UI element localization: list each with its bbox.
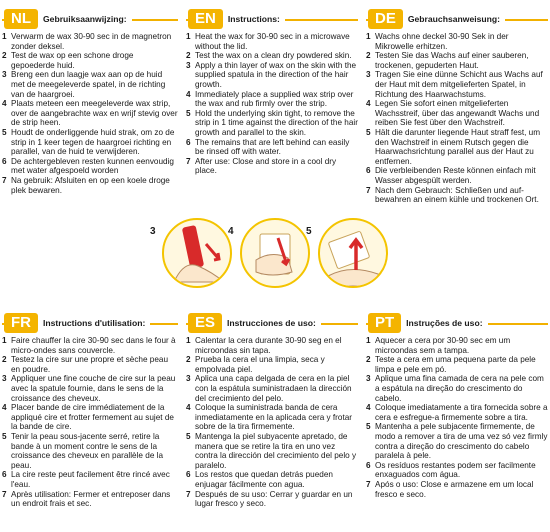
list-item: 4 Coloque la suministrada banda de cera inmediatamente en la aplicada cera y frotar sobre de la tira firmemente. [186,403,353,432]
list-item: 6 Die verbleibenden Reste können einfach mit Wasser abgespült werden. [366,166,536,185]
list-item: 3 Aplica una capa delgada de cera en la piel con la espátula suministradaen la dirección del crecimiento del pelo. [186,374,352,403]
steps-list [2,336,178,509]
figure-step-4 [228,218,310,288]
steps-list [366,336,548,499]
list-item: 5 Tenir la peau sous-jacente serré, retire la bande à un moment contre le sens de la croissance des cheveux en parallèle de la peau. [2,431,164,470]
language-badge: FR [4,313,38,333]
list-item: 4 Coloque imediatamente a tira fornecida sobre a cera e esfregue-a firmemente sobre a tira. [366,403,548,422]
section-nl [2,8,178,195]
spatula-icon [164,220,232,288]
apply-wax-illustration [162,218,232,288]
list-item: 5 Hold the underlying skin tight, to remove the strip in 1 time against the direction of the hair growth and parallel to the skin. [186,108,358,137]
section-title: Instructions: [223,14,285,24]
section-es [186,312,358,509]
list-item: 4 Plaats meteen een meegeleverde wax strip, over de aangebrachte wax en wrijf stevig over de strip heen. [2,99,178,128]
section-title: Instrucciones de uso: [222,318,321,328]
list-item: 2 Prueba la cera el una limpia, seca y empolvada piel. [186,355,325,374]
list-item: 6 De achtergebleven resten kunnen eenvoudig met water afgespoeld worden [2,156,174,176]
section-header [186,312,358,334]
section-header [366,312,548,334]
section-de [366,8,548,205]
list-item: 1 Verwarm de wax 30-90 sec in de magnetron zonder deksel. [2,32,172,51]
section-title: Instructions d'utilisation: [38,318,150,328]
list-item: 1 Faire chauffer la cire 30-90 sec dans le four à micro-ondes sans couvercle. [2,336,176,355]
language-badge: EN [188,9,223,29]
list-item: 7 Después de su uso: Cerrar y guardar en un lugar fresco y seco. [186,489,353,509]
language-badge: NL [4,9,38,29]
list-item: 3 Apply a thin layer of wax on the skin with the supplied spatula in the direction of the hair growth. [186,60,357,89]
section-header [2,312,178,334]
list-item: 7 Après utilisation: Fermer et entreposer dans un endroit frais et sec. [2,489,171,509]
figure-number: 4 [228,226,234,237]
figure-number: 3 [150,226,156,237]
section-fr [2,312,178,509]
list-item: 3 Breng een dun laagje wax aan op de huid met de meegeleverde spatel, in de richting van de haargroei. [2,70,166,99]
list-item: 3 Aplique uma fina camada de cera na pele com a espátula na direção do crescimento do cabelo. [366,374,544,403]
section-pt [366,312,548,499]
list-item: 5 Mantenga la piel subyacente apretado, de manera que se retire la tira en uno vez contra la dirección del crecimiento del pelo y paralelo. [186,431,357,470]
section-header [2,8,178,30]
list-item: 7 Nach dem Gebrauch: Schließen und auf-bewahren an einem kühle und trockenen Ort. [366,185,539,205]
list-item: 5 Houdt de onderliggende huid strak, om zo de strip in 1 keer tegen de haargroei richting en parallel, van de huid te verwijderen. [2,127,175,157]
remove-strip-illustration [318,218,388,288]
steps-list [366,32,548,205]
list-item: 6 Os resíduos restantes podem ser facilmente enxaguados com água. [366,460,536,480]
section-header [366,8,548,30]
list-item: 3 Tragen Sie eine dünne Schicht aus Wachs auf der Haut mit dem mitgelieferten Spatel, in Richtung des Haarwachstums. [366,70,543,99]
list-item: 2 Testen Sie das Wachs auf einer sauberen, trockenen, gepuderten Haut. [366,51,529,70]
list-item: 1 Aquecer a cera por 30-90 sec em um microondas sem a tampa. [366,336,511,355]
list-item: 4 Legen Sie sofort einen mitgelieferten Wachsstreif, über das angewandt Wachs und reiben Sie fest über den Wachstreif. [366,99,540,128]
list-item: 5 Mantenha a pele subjacente firmemente, de modo a remover a tira de uma vez só vez firmly contra a direção do crescimento do cabelo paralela à pele. [366,422,548,461]
list-item: 1 Heat the wax for 30-90 sec in a microwave without the lid. [186,32,350,51]
list-item: 5 Hält die darunter liegende Haut straff fest, um den Wachstreif in einem Rutsch gegen die Haarwachsrichtung parallel aus der Haut zu entfernen. [366,127,541,166]
wax-strip-icon [242,220,310,288]
list-item: 1 Wachs ohne deckel 30-90 Sek in der Mikrowelle erhitzen. [366,32,509,51]
list-item: 7 Na gebruik: Afsluiten en op een koele droge plek bewaren. [2,175,170,195]
section-title: Gebrauchsanweisung: [403,14,505,24]
list-item: 2 Teste a cera em uma pequena parte da pele limpa e pele em pó. [366,355,536,374]
list-item: 2 Testez la cire sur une propre et sèche peau en poudre. [2,355,169,374]
place-strip-illustration [240,218,310,288]
figure-number: 5 [306,226,312,237]
list-item: 7 Após o uso: Close e armazene em um local fresco e seco. [366,479,534,499]
arrow-up-icon [320,220,388,288]
illustrations [150,212,400,302]
list-item: 2 Test the wax on a clean dry powdered skin. [186,51,352,61]
steps-list [186,336,358,509]
list-item: 6 Los restos que quedan detrás pueden enjuagar fácilmente con agua. [186,470,333,489]
language-badge: ES [188,313,222,333]
language-badge: PT [368,313,401,333]
steps-list [2,32,178,195]
list-item: 2 Test de wax op een schone droge gepoederde huid. [2,51,134,70]
figure-step-5 [306,218,388,288]
section-header [186,8,358,30]
section-title: Instruções de uso: [401,318,487,328]
list-item: 1 Calentar la cera durante 30-90 seg en el microondas sin tapa. [186,336,342,355]
list-item: 6 La cire reste peut facilement être rincé avec l'eau. [2,470,170,489]
language-badge: DE [368,9,403,29]
section-en [186,8,358,176]
list-item: 4 Placer bande de cire immédiatement de la appliqué cire et frotter fermement au sujet de la bande de cire. [2,403,174,432]
steps-list [186,32,358,176]
section-title: Gebruiksaanwijzing: [38,14,132,24]
list-item: 7 After use: Close and store in a cool dry place. [186,156,337,176]
list-item: 3 Appliquer une fine couche de cire sur la peau avec la spatule fournie, dans le sens de la croissance des cheveux. [2,374,176,403]
figure-step-3 [150,218,232,288]
list-item: 4 Immediately place a supplied wax strip over the wax and rub firmly over the strip. [186,89,354,109]
list-item: 6 The remains that are left behind can easily be rinsed off with water. [186,137,350,157]
